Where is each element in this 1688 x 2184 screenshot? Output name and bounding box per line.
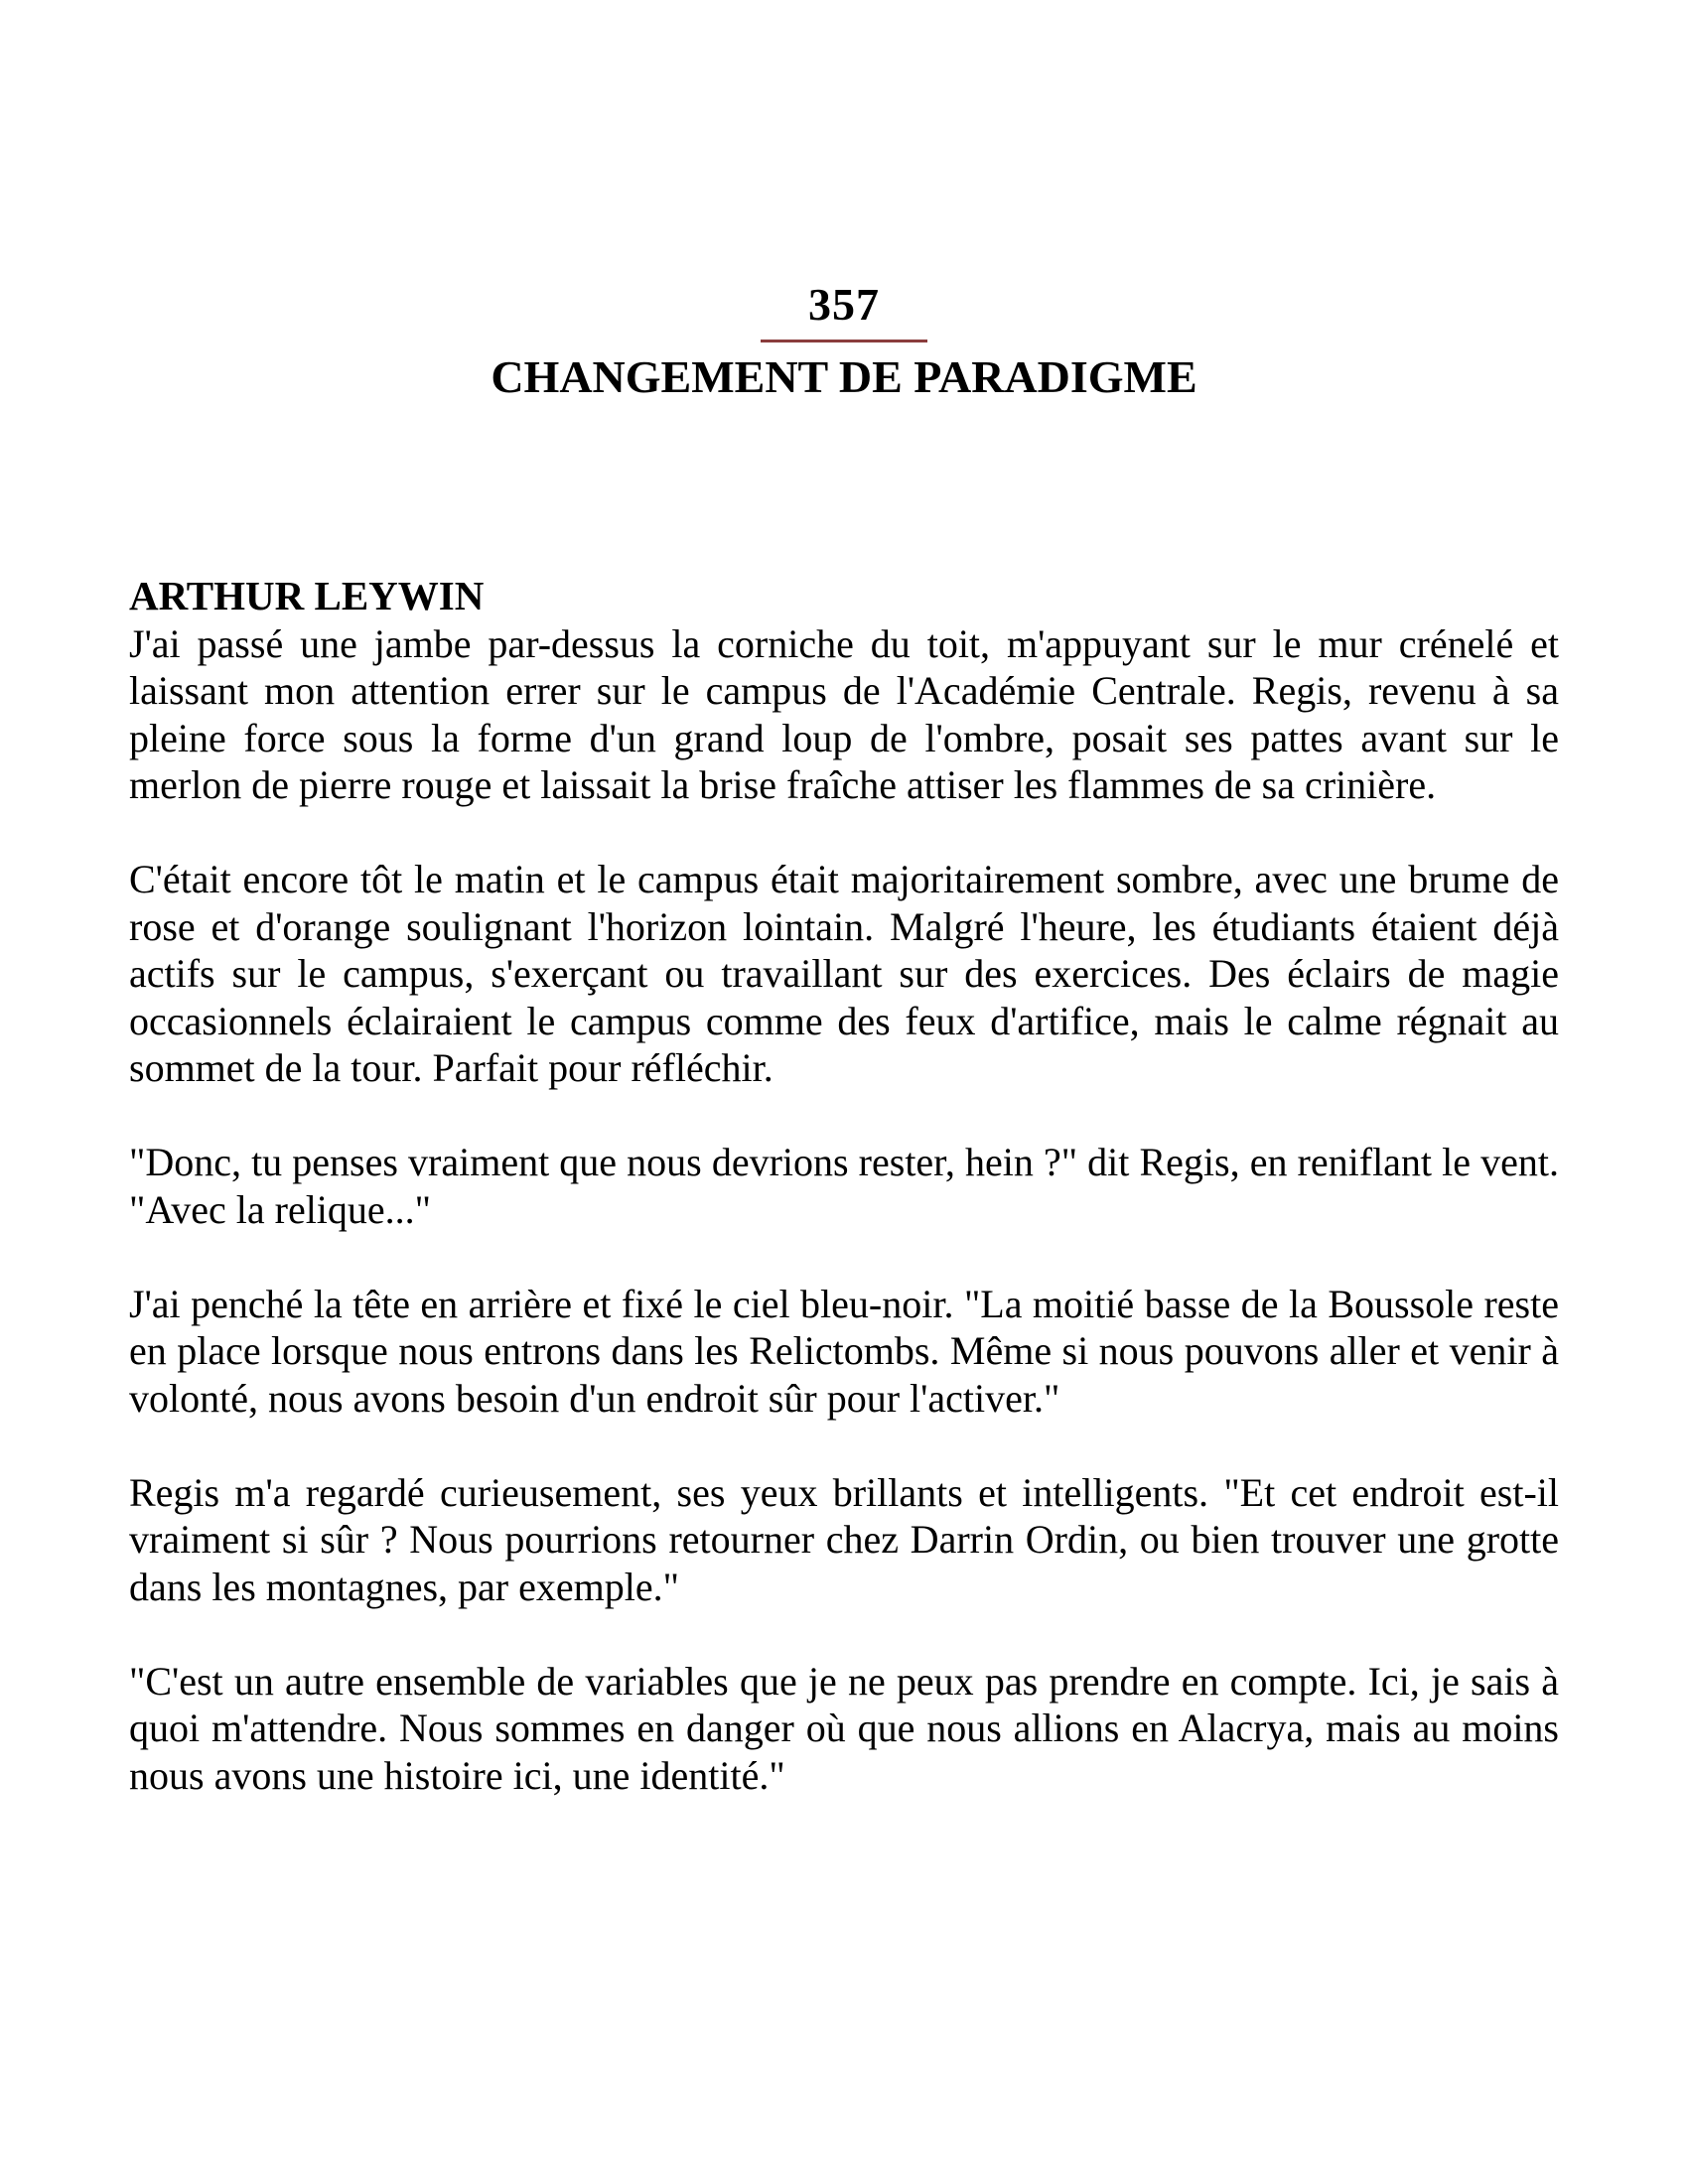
chapter-divider-rule xyxy=(761,340,927,342)
paragraph: "C'est un autre ensemble de variables que je ne peux pas prendre en compte. Ici, je sais à quoi m'attendre. Nous sommes en danger où que nous allions en Alacrya, mais au moins nous avons une histoire ici, une identité." xyxy=(129,1658,1559,1798)
chapter-body xyxy=(129,573,1559,1799)
paragraph: Regis m'a regardé curieusement, ses yeux brillants et intelligents. "Et cet endroit est-il vraiment si sûr ? Nous pourrions retourner chez Darrin Ordin, ou bien trouver une grotte dans les montagnes, par exemple." xyxy=(129,1469,1559,1609)
paragraph: "Donc, tu penses vraiment que nous devrions rester, hein ?" dit Regis, en reniflant le vent. "Avec la relique..." xyxy=(129,1140,1559,1232)
paragraph: J'ai penché la tête en arrière et fixé le ciel bleu-noir. "La moitié basse de la Boussole reste en place lorsque nous entrons dans les Relictombs. Même si nous pouvons aller et venir à volonté, nous avons besoin d'un endroit sûr pour l'activer." xyxy=(129,1281,1559,1421)
chapter-header xyxy=(129,280,1559,402)
paragraph: J'ai passé une jambe par-dessus la corniche du toit, m'appuyant sur le mur crénelé et laissant mon attention errer sur le campus de l'Académie Centrale. Regis, revenu à sa pleine force sous la forme d'un grand loup de l'ombre, posait ses pattes avant sur le merlon de pierre rouge et laissait la brise fraîche attiser les flammes de sa crinière. xyxy=(129,620,1559,808)
pov-section-header: ARTHUR LEYWIN xyxy=(129,573,485,619)
chapter-title: CHANGEMENT DE PARADIGME xyxy=(491,350,1197,402)
chapter-number: 357 xyxy=(808,279,880,330)
paragraph: C'était encore tôt le matin et le campus était majoritairement sombre, avec une brume de rose et d'orange soulignant l'horizon lointain. Malgré l'heure, les étudiants étaient déjà actifs sur le campus, s'exerçant ou travaillant sur des exercices. Des éclairs de magie occasionnels éclairaient le campus comme des feux d'artifice, mais le calme régnait au sommet de la tour. Parfait pour réfléchir. xyxy=(129,857,1559,1091)
